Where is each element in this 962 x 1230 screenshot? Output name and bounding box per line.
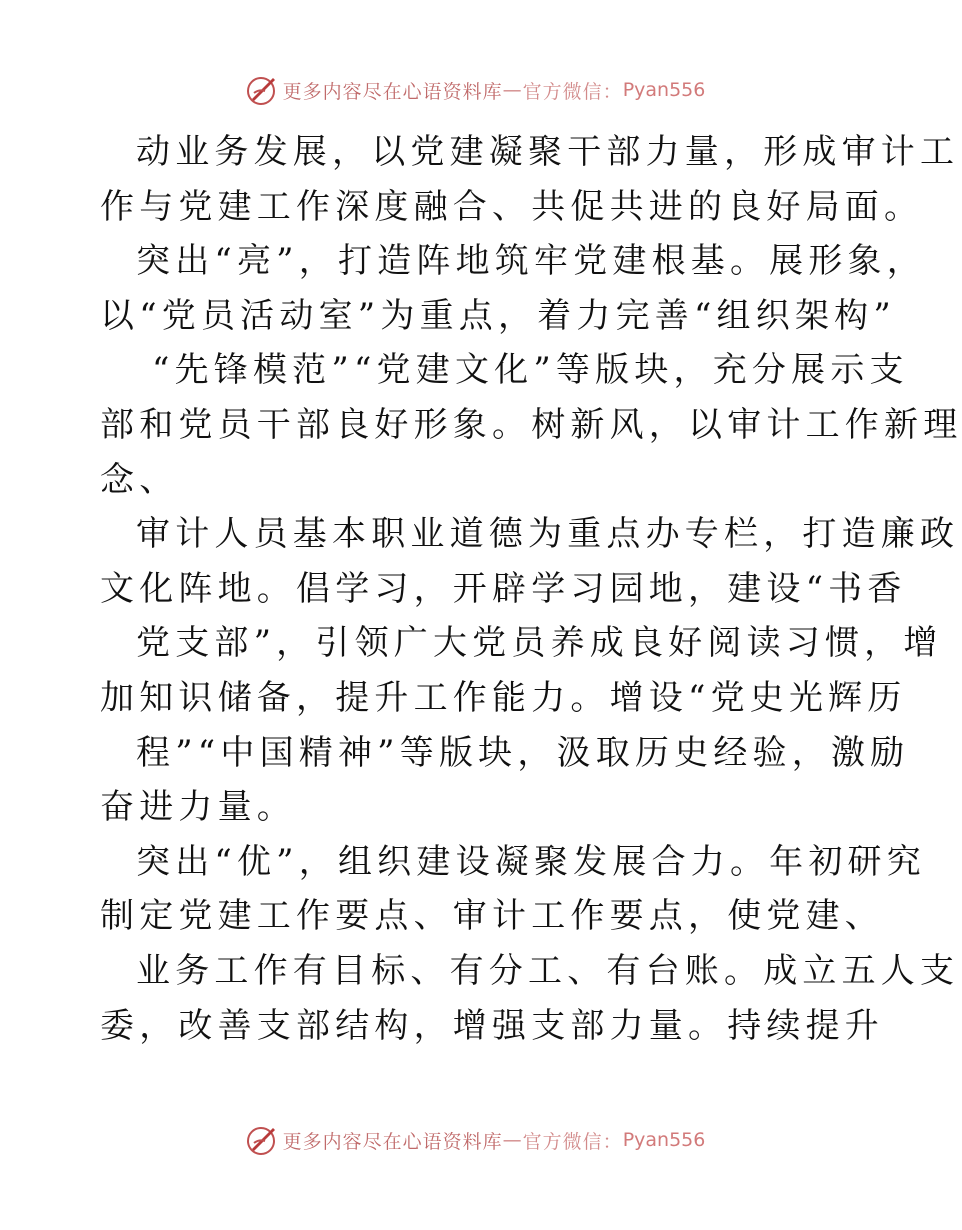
text-line: 部和党员干部良好形象。树新风，以审计工作新理 [100,404,962,445]
pen-logo-icon [245,73,279,107]
watermark-title: 更多内容尽在心语资料库 [282,80,503,103]
document-body [100,125,962,1053]
watermark-wechat-id: Pyan556 [622,79,706,101]
text-line: 制定党建工作要点、审计工作要点，使党建、 [100,896,884,937]
text-line: 文化阵地。倡学习，开辟学习园地，建设“书香 [100,568,907,609]
watermark-wechat-label: 官方微信： [522,1130,623,1153]
text-line: 突出“优”，组织建设凝聚发展合力。年初研究 [136,841,926,882]
text-line: 奋进力量。 [100,787,296,828]
pen-logo-icon [245,1123,279,1157]
text-line: 业务工作有目标、有分工、有台账。成立五人支 [136,950,960,991]
text-line: 加知识储备，提升工作能力。增设“党史光辉历 [100,677,907,718]
text-line: 委，改善支部结构，增强支部力量。持续提升 [100,1005,884,1046]
text-line: 动业务发展，以党建凝聚干部力量，形成审计工 [136,132,960,172]
text-line: “先锋模范”“党建文化”等版块，充分展示支 [152,350,909,391]
text-line: 程”“中国精神”等版块，汲取历史经验，激励 [136,732,910,773]
text-line: 党支部”，引领广大党员养成良好阅读习惯，增 [136,623,943,664]
watermark-wechat-id: Pyan556 [622,1129,706,1151]
watermark-dash: — [502,79,523,101]
watermark-title: 更多内容尽在心语资料库 [282,1130,503,1153]
watermark-footer [0,1122,950,1158]
text-line: 突出“亮”，打造阵地筑牢党建根基。展形象， [136,241,926,282]
watermark-wechat-label: 官方微信： [522,80,623,103]
text-line: 念、 [100,459,179,500]
text-line: 以“党员活动室”为重点，着力完善“组织架构” [100,295,896,336]
text-line: 作与党建工作深度融合、共促共进的良好局面。 [100,186,924,227]
watermark-header [0,72,950,108]
watermark-dash: — [502,1129,523,1151]
text-line: 审计人员基本职业道德为重点办专栏，打造廉政 [136,514,960,555]
